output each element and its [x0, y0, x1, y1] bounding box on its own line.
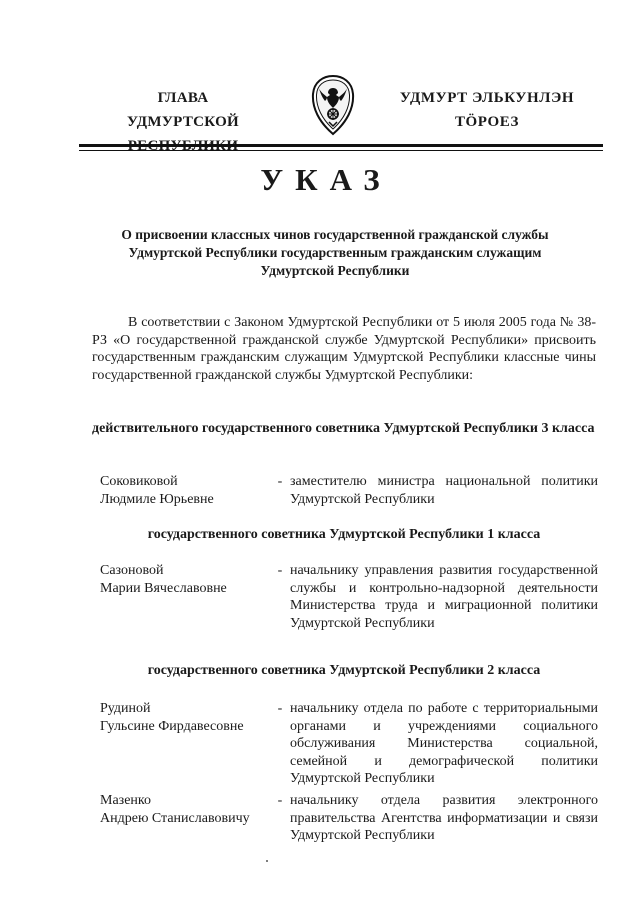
udmurt-coat-of-arms-emblem-icon: [309, 74, 357, 136]
appointee-name: [100, 473, 270, 508]
appointee-entry: [100, 562, 600, 652]
header-right-line2: ТӦРОЕЗ: [454, 114, 520, 130]
header-right-block: [392, 86, 582, 134]
header-left-line2: УДМУРТСКОЙ: [127, 114, 239, 130]
appointee-given-names: Людмиле Юрьевне: [100, 491, 214, 507]
entry-dash: -: [277, 701, 283, 716]
appointee-name: [100, 562, 270, 597]
appointee-position: заместителю министра национальной политики Удмуртской Республики: [290, 474, 598, 507]
appointee-entry: [100, 700, 600, 790]
header-divider-thin: [79, 150, 603, 151]
header-divider-thick: [79, 144, 603, 147]
header-right-line1: УДМУРТ ЭЛЬКУНЛЭН: [399, 90, 575, 106]
appointee-position: начальнику управления развития государственной службы и контрольно-надзорной деятельности Министерства труда и миграционной политики Удмуртской Республики: [290, 563, 598, 631]
header-left-line1: ГЛАВА: [157, 90, 209, 106]
appointee-surname: Рудиной: [100, 701, 151, 716]
appointee-entry: [100, 792, 600, 848]
appointee-surname: Сазоновой: [100, 563, 164, 578]
appointee-given-names: Марии Вячеславовне: [100, 580, 227, 596]
appointee-position: начальнику отдела развития электронного правительства Агентства информатизации и связи Удмуртской Республики: [290, 793, 598, 843]
appointee-surname: Мазенко: [100, 793, 151, 808]
appointee-name: [100, 700, 270, 735]
section-heading-rank-2: государственного советника Удмуртской Республики 2 класса: [147, 663, 541, 678]
appointee-entry: [100, 473, 600, 513]
section-heading-rank-3: действительного государственного советника Удмуртской Республики 3 класса: [92, 421, 595, 436]
scan-speck: [266, 860, 268, 862]
section-heading-rank-1: государственного советника Удмуртской Республики 1 класса: [147, 527, 541, 542]
appointee-given-names: Гульсине Фирдавесовне: [100, 718, 244, 734]
appointee-position: начальнику отдела по работе с территориальными органами и учреждениями социального обслуживания Министерства социальной, семейной и демографической политики Удмуртской Республики: [290, 701, 598, 786]
header-left-block: [78, 86, 288, 158]
document-title: УКАЗ: [260, 162, 392, 197]
entry-dash: -: [277, 563, 283, 578]
appointee-given-names: Андрею Станиславовичу: [100, 810, 250, 826]
appointee-name: [100, 792, 270, 827]
document-preamble: В соответствии с Законом Удмуртской Республики от 5 июля 2005 года № 38-РЗ «О государственной гражданской службе Удмуртской Республики» присвоить государственным гражданским служащим Удмуртской Республики классные чины государственной гражданской службы Удмуртской Республики:: [92, 315, 596, 383]
entry-dash: -: [277, 793, 283, 808]
document-subject: О присвоении классных чинов государственной гражданской службы Удмуртской Республики государственным гражданским служащим Удмуртской Республики: [121, 227, 549, 278]
appointee-surname: Соковиковой: [100, 474, 178, 489]
entry-dash: -: [277, 474, 283, 489]
